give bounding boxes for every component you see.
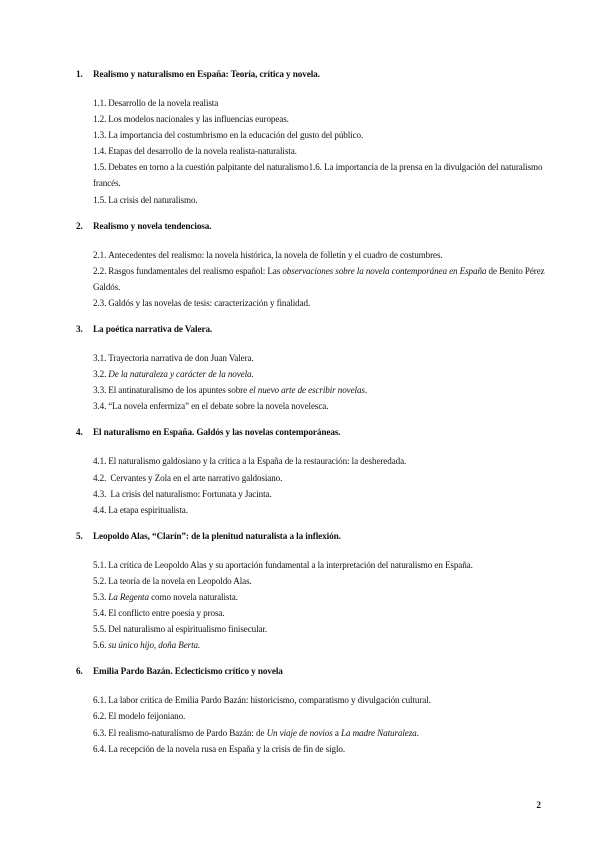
subsection-text: Desarrollo de la novela realista	[108, 98, 219, 108]
subsection-text: La recepción de la novela rusa en España y la crisis de fin de siglo.	[108, 743, 346, 754]
section-title: Emilia Pardo Bazán. Eclecticismo crítico y novela	[93, 666, 283, 677]
subsection-number: 6.3.	[93, 727, 107, 738]
subsection-item	[93, 350, 546, 366]
subsection-number: 1.5.	[93, 162, 107, 173]
subsection-number: 1.3.	[93, 130, 107, 141]
subsection-number: 6.2.	[93, 711, 107, 722]
section-number: 6.	[76, 666, 83, 677]
subsection-text: a	[332, 727, 342, 738]
subsection-number: 1.1.	[93, 98, 107, 108]
subsection-number: 3.1.	[93, 353, 107, 364]
subsection-item	[93, 453, 546, 469]
subsection-text: Rasgos fundamentales del realismo español: Las	[108, 265, 283, 276]
subsection-item	[93, 159, 546, 191]
subsection-text: como novela naturalista.	[148, 591, 238, 602]
subsection-text: El realismo-naturalismo de Pardo Bazán: de	[108, 727, 267, 738]
subsection-item	[93, 621, 546, 637]
subsection-item	[93, 366, 546, 382]
subsection-item	[93, 637, 546, 653]
subsection-list	[93, 350, 546, 414]
subsection-number: 1.4.	[93, 146, 107, 157]
subsection-text: La crisis del naturalismo.	[108, 194, 198, 205]
subsection-text: .	[364, 385, 368, 396]
subsection-text: Los modelos nacionales y las influencias europeas.	[108, 114, 289, 125]
subsection-title-italic: La Regenta	[108, 591, 149, 602]
subsection-item	[93, 589, 546, 605]
subsection-title-italic: Un viaje de novios	[266, 727, 333, 738]
section-title: Realismo y novela tendenciosa.	[93, 220, 212, 231]
section	[76, 323, 546, 414]
subsection-title-italic: De la naturaleza y carácter de la novela.	[108, 369, 254, 380]
subsection-item	[93, 692, 546, 708]
section-number: 5.	[76, 530, 83, 541]
subsection-text: .	[416, 727, 419, 738]
subsection-list	[93, 95, 546, 208]
subsection-text: “La novela enfermiza” en el debate sobre la novela novelesca.	[108, 401, 329, 412]
subsection-number: 4.3.	[93, 488, 107, 499]
section	[76, 665, 546, 756]
subsection-number: 5.3.	[93, 591, 107, 602]
page-number: 2	[536, 800, 541, 810]
subsection-item	[93, 111, 546, 127]
subsection-text: El modelo feijoniano.	[108, 711, 186, 722]
subsection-text: Cervantes y Zola en el arte narrativo galdosiano.	[108, 472, 283, 483]
subsection-item	[93, 192, 546, 208]
subsection-number: 2.2.	[93, 265, 107, 276]
subsection-number: 3.3.	[93, 385, 107, 396]
subsection-text: Trayectoria narrativa de don Juan Valera.	[108, 353, 254, 364]
subsection-number: 5.1.	[93, 559, 107, 570]
subsection-item	[93, 295, 546, 311]
section-number: 2.	[76, 220, 83, 231]
section-number: 1.	[76, 69, 83, 79]
subsection-number: 3.2.	[93, 369, 107, 380]
subsection-item	[93, 382, 546, 398]
section-number: 4.	[76, 427, 83, 438]
outline	[76, 68, 546, 769]
subsection-number: 1.2.	[93, 114, 107, 125]
subsection-item	[93, 557, 546, 573]
subsection-text: La teoría de la novela en Leopoldo Alas.	[108, 575, 252, 586]
section-heading	[76, 323, 546, 336]
subsection-list	[93, 692, 546, 756]
subsection-item	[93, 247, 546, 263]
subsection-text: Antecedentes del realismo: la novela histórica, la novela de folletín y el cuadro de costumbres.	[108, 249, 443, 260]
section-title: Realismo y naturalismo en España: Teoría, crítica y novela.	[93, 69, 320, 79]
section	[76, 426, 546, 517]
subsection-item	[93, 741, 546, 757]
subsection-list	[93, 247, 546, 311]
subsection-number: 5.6.	[93, 640, 107, 651]
subsection-number: 5.4.	[93, 608, 107, 619]
subsection-item	[93, 95, 546, 111]
subsection-title-italic: La madre Naturaleza	[341, 727, 417, 738]
subsection-item	[93, 263, 546, 295]
subsection-item	[93, 127, 546, 143]
subsection-item	[93, 470, 546, 486]
subsection-number: 6.4.	[93, 743, 107, 754]
section-title: El naturalismo en España. Galdós y las novelas contemporáneas.	[93, 427, 341, 438]
subsection-text: Galdós y las novelas de tesis: caracterización y finalidad.	[108, 297, 311, 308]
subsection-number: 4.4.	[93, 504, 107, 515]
section	[76, 68, 546, 208]
subsection-text: La crítica de Leopoldo Alas y su aportación fundamental a la interpretación del naturalismo en España.	[108, 559, 473, 570]
subsection-number: 4.2.	[93, 472, 107, 483]
section-title: La poética narrativa de Valera.	[93, 324, 213, 335]
subsection-item	[93, 502, 546, 518]
subsection-list	[93, 453, 546, 517]
subsection-item	[93, 573, 546, 589]
subsection-item	[93, 143, 546, 159]
subsection-title-italic: su único hijo, doña Berta.	[108, 640, 201, 651]
subsection-number: 5.2.	[93, 575, 107, 586]
subsection-number: 2.3.	[93, 297, 107, 308]
subsection-number: 1.5.	[93, 194, 107, 205]
subsection-number: 4.1.	[93, 456, 107, 467]
section-heading	[76, 426, 546, 439]
subsection-item	[93, 708, 546, 724]
subsection-title-italic: observaciones sobre la novela contemporánea en España	[282, 265, 487, 276]
subsection-text: La crisis del naturalismo: Fortunata y Jacinta.	[108, 488, 272, 499]
subsection-number: 6.1.	[93, 695, 107, 706]
section-number: 3.	[76, 324, 83, 335]
subsection-text: El conflicto entre poesía y prosa.	[108, 608, 225, 619]
section-heading	[76, 220, 546, 233]
section	[76, 220, 546, 311]
subsection-text: Del naturalismo al espiritualismo finisecular.	[108, 624, 268, 635]
subsection-item	[93, 486, 546, 502]
subsection-number: 5.5.	[93, 624, 107, 635]
section	[76, 530, 546, 654]
subsection-item	[93, 398, 546, 414]
subsection-text: La etapa espiritualista.	[108, 504, 188, 515]
subsection-text: Debates en torno a la cuestión palpitante del naturalismo1.6. La importancia de la prensa en la divulgación del naturalismo francés.	[93, 162, 543, 189]
section-heading	[76, 68, 546, 81]
subsection-text: de Benito Pérez Galdós.	[93, 265, 545, 292]
subsection-text: El antinaturalismo de los apuntes sobre	[108, 385, 250, 396]
subsection-text: La labor crítica de Emilia Pardo Bazán: historicismo, comparatismo y divulgación cultural.	[108, 695, 431, 706]
subsection-item	[93, 725, 546, 741]
subsection-text: Etapas del desarrollo de la novela realista-naturalista.	[108, 146, 297, 157]
subsection-item	[93, 605, 546, 621]
subsection-text: La importancia del costumbrismo en la educación del gusto del público.	[108, 130, 364, 141]
subsection-number: 3.4.	[93, 401, 107, 412]
section-heading	[76, 530, 546, 543]
subsection-text: El naturalismo galdosiano y la crítica a la España de la restauración: la desheredada.	[108, 456, 407, 467]
subsection-list	[93, 557, 546, 654]
section-title: Leopoldo Alas, “Clarín”: de la plenitud naturalista a la inflexión.	[93, 530, 341, 541]
subsection-number: 2.1.	[93, 249, 107, 260]
section-heading	[76, 665, 546, 678]
subsection-title-italic: el nuevo arte de escribir novelas	[249, 385, 365, 396]
